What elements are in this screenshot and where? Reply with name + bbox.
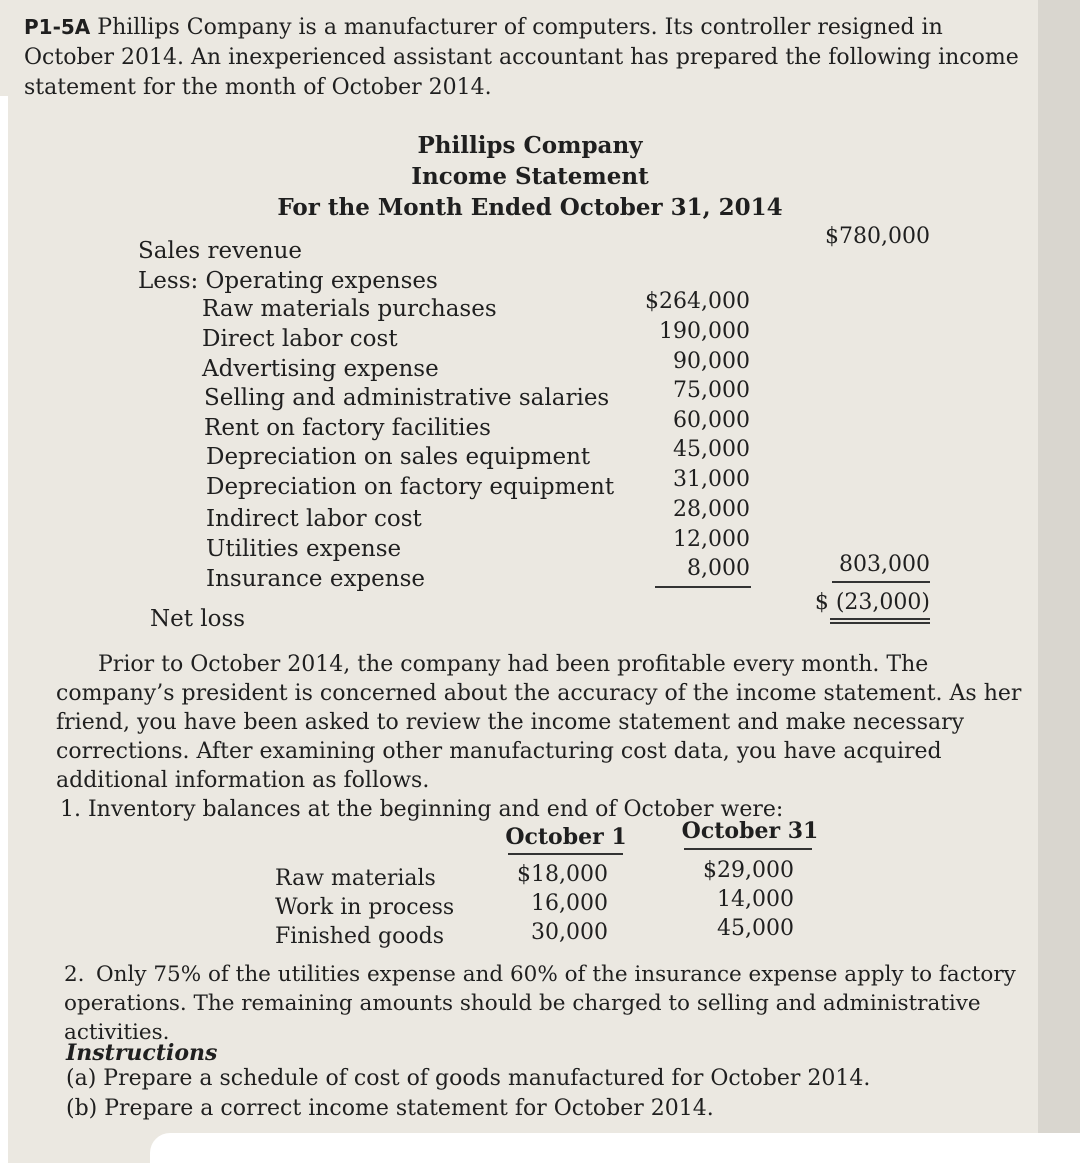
total-expenses-value: 803,000 — [839, 552, 930, 577]
statement-company: Phillips Company — [417, 132, 643, 159]
page-edge-bottom — [150, 1133, 1080, 1163]
page-edge-left — [0, 96, 8, 1163]
expense-value: 8,000 — [687, 556, 750, 581]
expense-label: Rent on factory facilities — [204, 415, 491, 441]
sales-label: Sales revenue — [138, 238, 302, 264]
statement-title: Income Statement — [411, 163, 649, 190]
inventory-oct31: 14,000 — [717, 887, 794, 912]
expense-value: 60,000 — [673, 408, 750, 433]
item-2-text: Only 75% of the utilities expense and 60% of the insurance expense apply to factory operations. The remaining amounts should be charged to selling and administrative activities. — [64, 962, 1016, 1045]
instruction-b: (b) Prepare a correct income statement for October 2014. — [66, 1096, 714, 1121]
expense-label: Depreciation on sales equipment — [206, 444, 591, 470]
instruction-a: (a) Prepare a schedule of cost of goods manufactured for October 2014. — [66, 1066, 871, 1091]
net-loss-label: Net loss — [150, 606, 246, 632]
problem-number: P1-5A — [24, 15, 91, 39]
item-1-text: 1. Inventory balances at the beginning and end of October were: — [60, 797, 784, 822]
expense-label: Selling and administrative salaries — [204, 385, 610, 411]
inventory-oct1: 16,000 — [531, 891, 608, 916]
expense-label: Indirect labor cost — [206, 506, 422, 532]
expense-value: 90,000 — [673, 349, 750, 374]
expense-value: 190,000 — [659, 319, 750, 344]
narrative — [56, 650, 1031, 824]
inventory-oct31: $29,000 — [703, 858, 794, 883]
net-loss-value: $ (23,000) — [814, 590, 930, 615]
expense-value: $264,000 — [645, 289, 750, 314]
expense-label: Depreciation on factory equipment — [206, 474, 615, 500]
expense-value: 31,000 — [673, 467, 750, 492]
instructions-title: Instructions — [66, 1040, 218, 1066]
expense-label: Insurance expense — [206, 566, 425, 592]
inventory-row-label: Raw materials — [275, 866, 436, 891]
expense-label: Direct labor cost — [202, 326, 398, 352]
item-2-number: 2. — [64, 962, 85, 987]
header-underline — [508, 853, 623, 855]
subtotal-rule — [655, 586, 751, 588]
net-rule-1 — [830, 618, 930, 620]
expense-value: 75,000 — [673, 378, 750, 403]
inventory-header-oct31: October 31 — [681, 818, 819, 844]
problem-intro-text: Phillips Company is a manufacturer of computers. Its controller resigned in October 2014. An inexperienced assistant accountant has prepared the following income statement for the month of October 2014. — [24, 15, 1019, 100]
expense-value: 45,000 — [673, 437, 750, 462]
inventory-oct31: 45,000 — [717, 916, 794, 941]
total-rule — [832, 581, 930, 583]
inventory-row-label: Finished goods — [275, 924, 445, 949]
net-rule-2 — [830, 622, 930, 624]
item-2 — [64, 960, 1044, 1047]
inventory-header-oct1: October 1 — [505, 824, 627, 850]
expense-value: 12,000 — [673, 527, 750, 552]
expense-value: 28,000 — [673, 497, 750, 522]
narrative-paragraph: Prior to October 2014, the company had been profitable every month. The company’s president is concerned about the accuracy of the income statement. As her friend, you have been asked to review the income statement and make necessary corrections. After examining other manufacturing cost data, you have acquired additional information as follows. — [56, 652, 1022, 793]
inventory-oct1: $18,000 — [517, 862, 608, 887]
expense-label: Raw materials purchases — [202, 296, 497, 322]
inventory-oct1: 30,000 — [531, 920, 608, 945]
less-operating-label: Less: Operating expenses — [138, 268, 438, 294]
inventory-row-label: Work in process — [275, 895, 455, 920]
expense-label: Advertising expense — [202, 356, 439, 382]
problem-intro — [24, 12, 1034, 103]
statement-period: For the Month Ended October 31, 2014 — [277, 194, 783, 221]
sales-value: $780,000 — [825, 224, 930, 249]
expense-label: Utilities expense — [206, 536, 402, 562]
header-underline — [684, 848, 812, 850]
